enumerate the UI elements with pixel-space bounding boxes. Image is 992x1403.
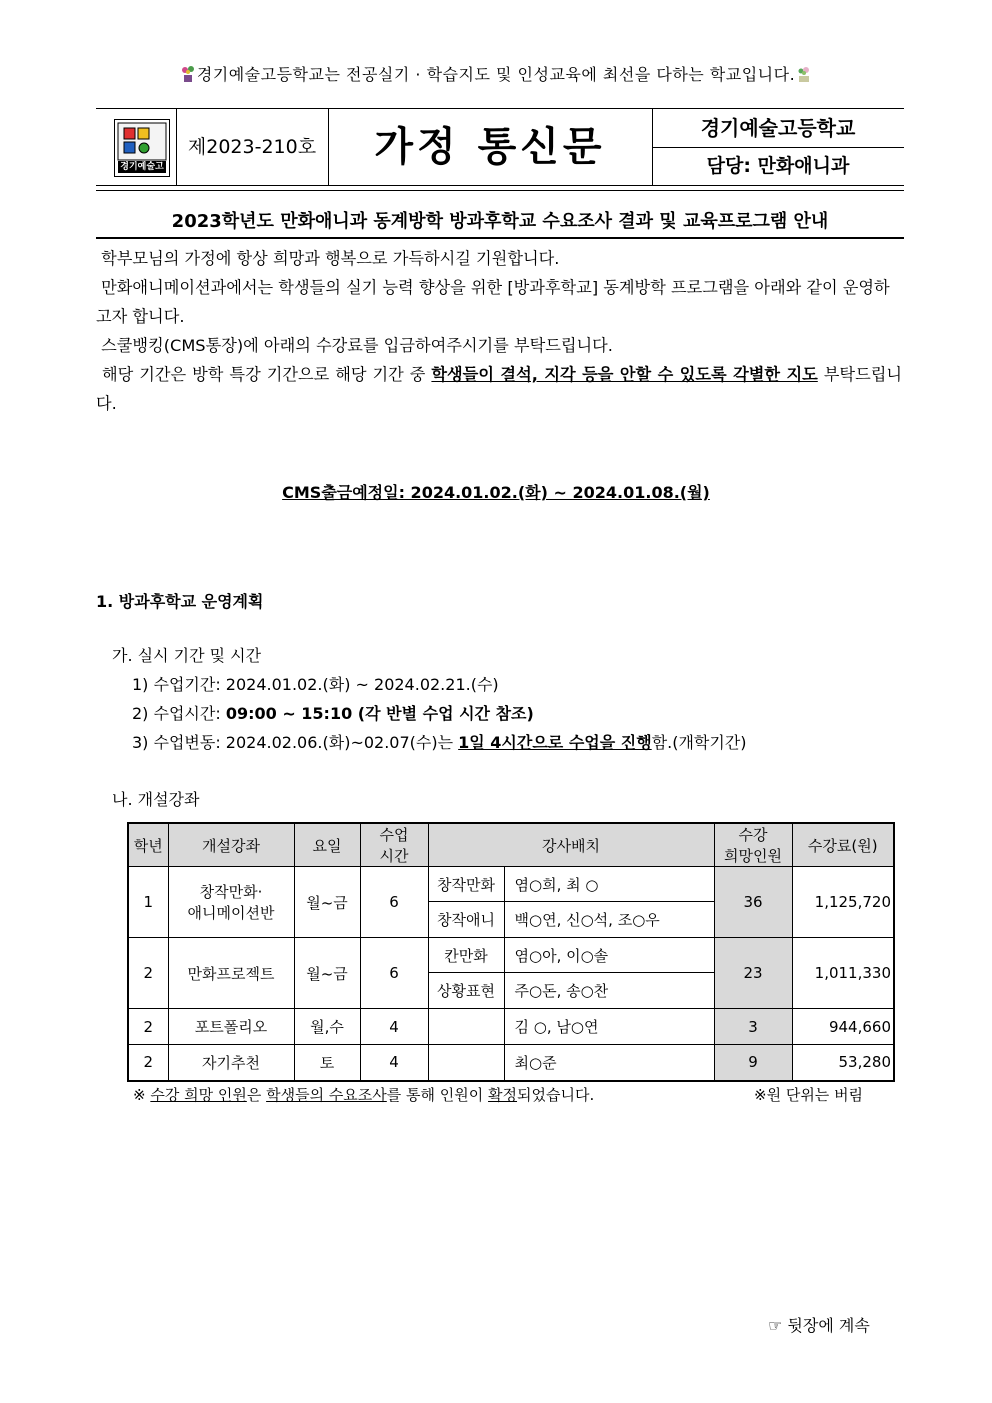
cell-grade: 2 <box>128 1045 168 1081</box>
department: 담당: 만화애니과 <box>706 155 850 177</box>
header-fee: 수강료(원) <box>792 823 894 867</box>
cell-sub-course <box>428 1009 504 1045</box>
header-applicants-line: 수강 <box>738 826 768 844</box>
header-applicants <box>714 823 792 867</box>
note-emphasis: 수강 희망 인원 <box>150 1086 247 1104</box>
intro-paragraph-3 <box>96 331 902 360</box>
course-table <box>127 822 895 1082</box>
note-text: 를 통해 인원이 <box>386 1086 489 1104</box>
header-hours-line: 시간 <box>379 847 409 865</box>
subsection-heading: 가. 실시 기간 및 시간 <box>112 646 262 665</box>
note-text: 은 <box>246 1086 267 1104</box>
school-motto <box>0 62 992 85</box>
item-emphasis: 1일 4시간으로 수업을 진행 <box>458 733 652 752</box>
cell-applicants: 23 <box>714 938 792 1009</box>
cell-fee: 1,011,330 <box>792 938 894 1009</box>
cell-sub-course <box>428 1045 504 1081</box>
course-line: 창작만화· <box>199 883 263 901</box>
continue-note: ☞ 뒷장에 계속 <box>768 1316 870 1335</box>
cell-instructor: 염○아, 이○솔 <box>504 938 714 973</box>
cell-days: 토 <box>294 1045 360 1081</box>
subsection-heading: 나. 개설강좌 <box>112 790 200 809</box>
cell-instructor: 김 ○, 남○연 <box>504 1009 714 1045</box>
cell-sub-course: 창작만화 <box>428 867 504 902</box>
divider <box>96 190 904 191</box>
schedule-item <box>132 730 747 753</box>
cell-grade: 2 <box>128 938 168 1009</box>
schedule-item: 1) 수업기간: 2024.01.02.(화) ~ 2024.02.21.(수) <box>132 675 499 694</box>
cell-sub-course: 상황표현 <box>428 973 504 1009</box>
cms-date-text: CMS출금예정일: 2024.01.02.(화) ~ 2024.01.08.(월) <box>282 483 710 502</box>
cell-sub-course: 창작애니 <box>428 902 504 938</box>
note-text: 되었습니다. <box>517 1086 595 1104</box>
item-value: 09:00 ~ 15:10 (각 반별 수업 시간 참조) <box>225 704 534 723</box>
schedule-item <box>132 701 534 724</box>
cell-applicants: 36 <box>714 867 792 938</box>
cell-course: 자기추천 <box>168 1045 294 1081</box>
table-note <box>133 1084 594 1105</box>
note-text: ※ <box>133 1086 151 1104</box>
intro-paragraph-2 <box>96 273 902 331</box>
header-grade: 학년 <box>128 823 168 867</box>
cell-fee: 944,660 <box>792 1009 894 1045</box>
cell-applicants: 3 <box>714 1009 792 1045</box>
document-number: 제2023-210호 <box>176 109 329 185</box>
school-logo <box>114 119 170 177</box>
cell-course: 만화프로젝트 <box>168 938 294 1009</box>
flower-pot-icon <box>179 65 197 83</box>
cell-days: 월~금 <box>294 938 360 1009</box>
table-row <box>128 867 894 902</box>
header-hours-line: 수업 <box>379 826 409 844</box>
cell-hours: 4 <box>360 1009 428 1045</box>
section-heading: 1. 방과후학교 운영계획 <box>96 592 264 611</box>
cell-hours: 6 <box>360 867 428 938</box>
cell-instructor: 염○희, 최 ○ <box>504 867 714 902</box>
cell-fee: 1,125,720 <box>792 867 894 938</box>
cell-days: 월,수 <box>294 1009 360 1045</box>
intro-text: 만화애니메이션과에서는 학생들의 실기 능력 향상을 위한 [방과후학교] 동계방학 프로그램을 아래와 같이 운영하고자 합니다. <box>96 278 890 326</box>
intro-text: 부탁드립니다. <box>96 365 902 413</box>
header-course: 개설강좌 <box>168 823 294 867</box>
cell-course: 포트폴리오 <box>168 1009 294 1045</box>
intro-text: 해당 기간은 방학 특강 기간으로 해당 기간 중 <box>102 365 432 384</box>
header-table <box>96 108 904 186</box>
header-instructors: 강사배치 <box>428 823 714 867</box>
intro-text: 스쿨뱅킹(CMS통장)에 아래의 수강료를 입금하여주시기를 부탁드립니다. <box>101 336 613 355</box>
logo-text: 경기예술고 <box>120 162 164 172</box>
cell-hours: 6 <box>360 938 428 1009</box>
cell-grade: 2 <box>128 1009 168 1045</box>
cell-instructor: 최○준 <box>504 1045 714 1081</box>
header-hours <box>360 823 428 867</box>
intro-paragraph-4 <box>96 360 902 418</box>
school-name: 경기예술고등학교 <box>652 109 904 148</box>
cell-applicants: 9 <box>714 1045 792 1081</box>
table-header-row <box>128 823 894 867</box>
intro-paragraph-1 <box>96 244 902 273</box>
note-emphasis: 학생들의 수요조사 <box>266 1086 387 1104</box>
cell-fee: 53,280 <box>792 1045 894 1081</box>
intro-text: 학부모님의 가정에 항상 희망과 행복으로 가득하시길 기원합니다. <box>101 249 560 268</box>
table-row <box>128 1045 894 1081</box>
cell-hours: 4 <box>360 1045 428 1081</box>
note-emphasis: 확정 <box>488 1086 518 1104</box>
header-applicants-line: 희망인원 <box>724 847 782 865</box>
course-line: 애니메이션반 <box>187 904 275 922</box>
page-title: 가정 통신문 <box>328 109 653 185</box>
item-value: 함.(개학기간) <box>651 733 747 752</box>
table-row <box>128 938 894 973</box>
cell-days: 월~금 <box>294 867 360 938</box>
motto-text: 경기예술고등학교는 전공실기 · 학습지도 및 인성교육에 최선을 다하는 학교입니다. <box>196 65 796 84</box>
document-title: 2023학년도 만화애니과 동계방학 방과후학교 수요조사 결과 및 교육프로그램 안내 <box>96 207 904 239</box>
header-days: 요일 <box>294 823 360 867</box>
item-label: 2) 수업시간: <box>132 704 226 723</box>
cell-course <box>168 867 294 938</box>
flower-pot-icon <box>795 65 813 83</box>
cell-instructor: 백○연, 신○석, 조○우 <box>504 902 714 938</box>
table-row <box>128 1009 894 1045</box>
cell-instructor: 주○돈, 송○찬 <box>504 973 714 1009</box>
cms-withdrawal-date <box>0 480 992 503</box>
logo-cell <box>96 109 177 185</box>
item-label: 3) 수업변동: 2024.02.06.(화)~02.07(수)는 <box>132 733 459 752</box>
cell-sub-course: 칸만화 <box>428 938 504 973</box>
unit-note: ※원 단위는 버림 <box>754 1086 864 1104</box>
emphasis-text: 학생들이 결석, 지각 등을 안할 수 있도록 각별한 지도 <box>431 365 818 384</box>
cell-grade: 1 <box>128 867 168 938</box>
